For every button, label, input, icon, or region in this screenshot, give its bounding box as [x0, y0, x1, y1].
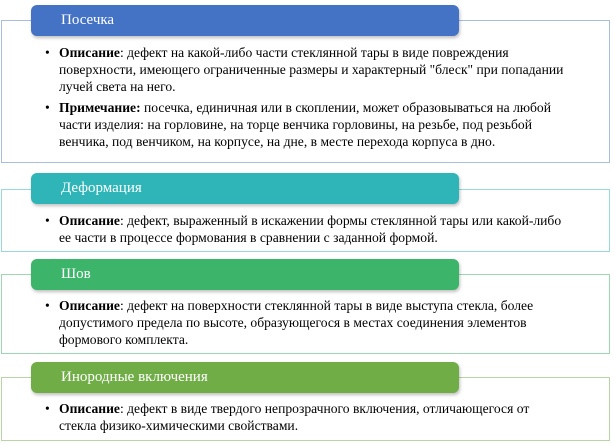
defect-description-list — [45, 212, 565, 250]
list-item: • Описание: дефект в виде твердого непрозрачного включения, отличающегося от стекла физико-химическими свойствами. — [45, 400, 565, 434]
defect-description-list — [45, 44, 565, 154]
list-item: • Описание: дефект на поверхности стеклянной тары в виде выступа стекла, более допустимого предела по высоте, образующегося в местах соединения элементов формового комплекта. — [45, 297, 565, 348]
defect-title: Посечка — [31, 5, 459, 36]
list-item: • Описание: дефект, выраженный в искажении формы стеклянной тары или какой-либо ее части в процессе формования в сравнении с заданной формой. — [45, 212, 565, 246]
defect-description-list — [45, 297, 565, 352]
defect-title: Шов — [31, 259, 459, 290]
list-item: • Примечание: посечка, единичная или в скоплении, может образовываться на любой части изделия: на горловине, на торце венчика горловины, на резьбе, под резьбой венчика, под венчиком, на корпусе, на дне, в месте перехода корпуса в дно. — [45, 99, 565, 150]
list-item: • Описание: дефект на какой-либо части стеклянной тары в виде повреждения поверхности, имеющего ограниченные размеры и характерный "блеск" при попадании лучей света на него. — [45, 44, 565, 95]
defect-title: Инородные включения — [31, 362, 459, 393]
defect-title: Деформация — [31, 173, 459, 204]
defect-description-list — [45, 400, 565, 438]
